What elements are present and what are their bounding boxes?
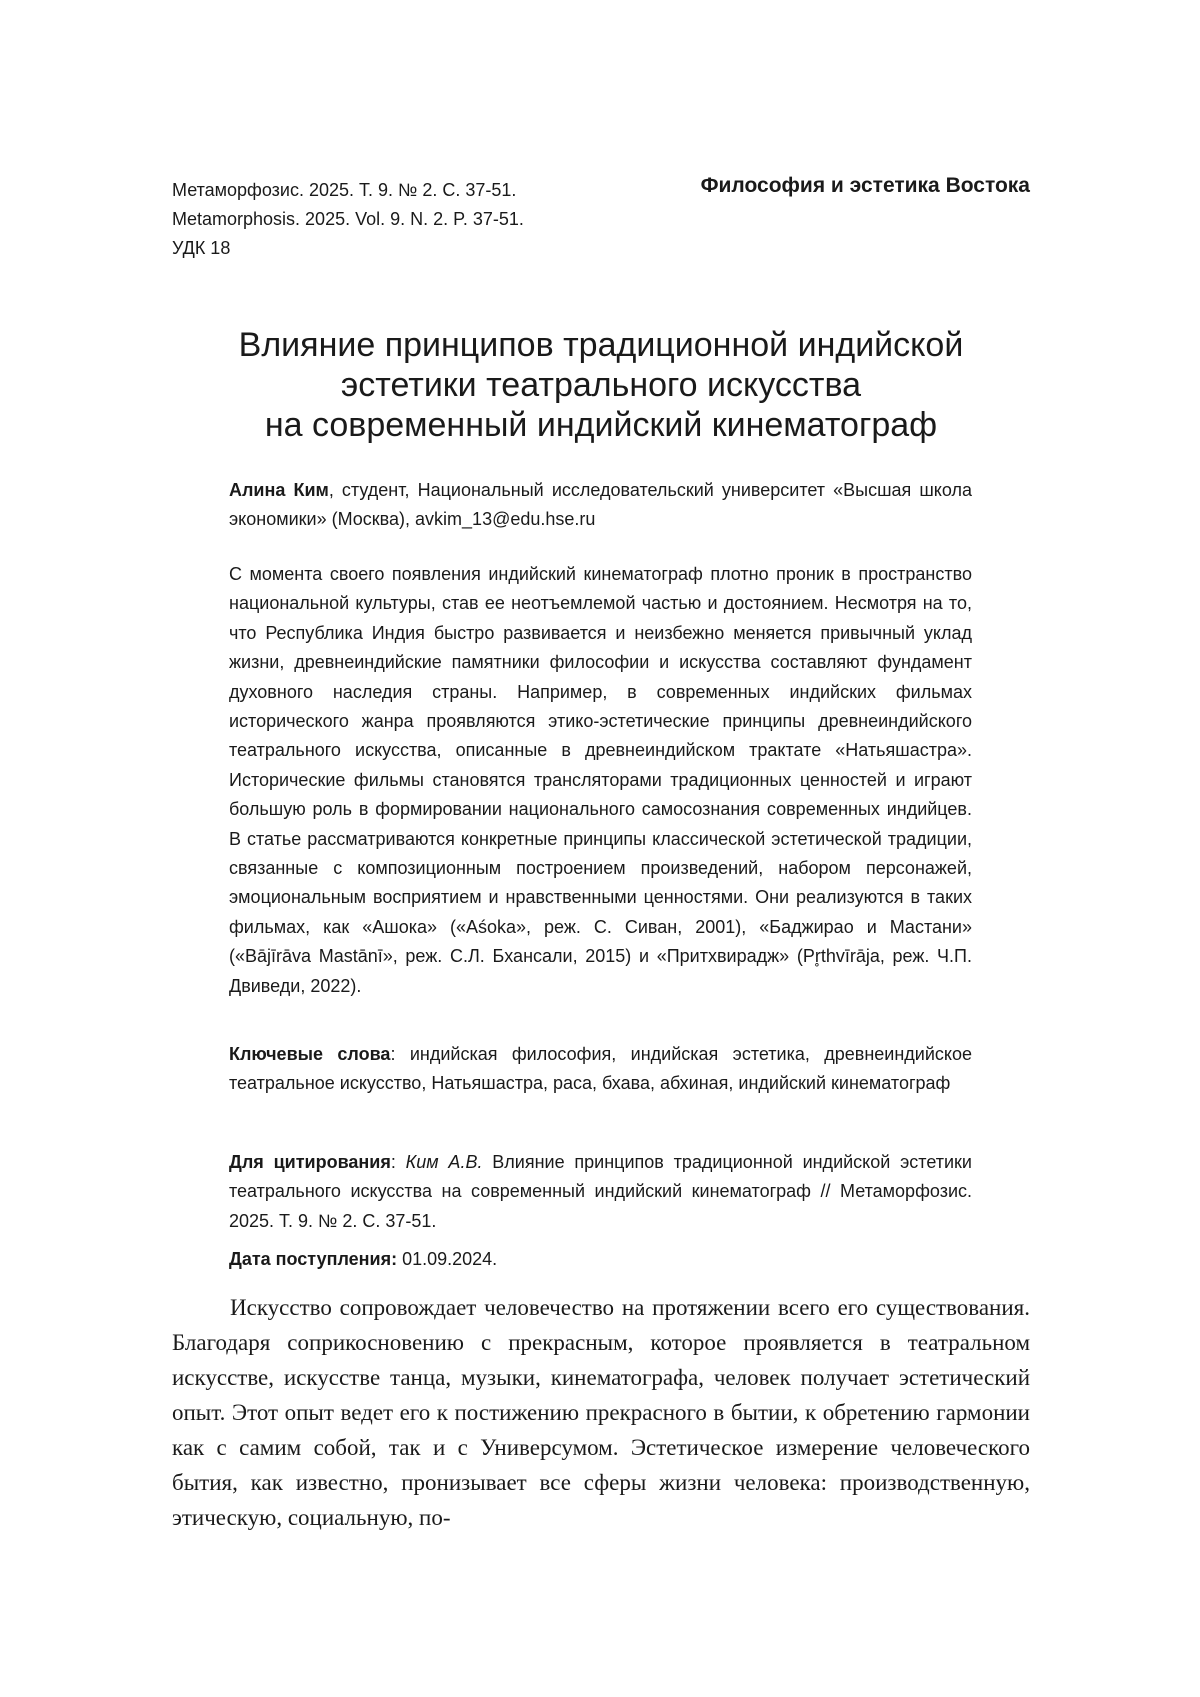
section-heading: Философия и эстетика Востока (701, 174, 1030, 198)
received-value: 01.09.2024. (397, 1249, 497, 1269)
keywords-label: Ключевые слова (229, 1044, 390, 1064)
keywords-text: : индийская философия, индийская эстетика, древнеиндийское театральное искусство, Натьяшастра, раса, бхава, абхиная, индийский кинематограф (229, 1044, 972, 1093)
author-name: Алина Ким (229, 480, 329, 500)
citation-author: Ким А.В. (406, 1152, 483, 1172)
article-title (172, 325, 1030, 445)
author-info (229, 476, 972, 535)
body-paragraph: Искусство сопровождает человечество на протяжении всего его существования. Благодаря соприкосновению с прекрасным, которое проявляется в театральном искусстве, искусстве танца, музыки, кинематографа, человек получает эстетический опыт. Этот опыт ведет его к постижению прекрасного в бытии, к обретению гармонии как с самим собой, так и с Универсумом. Эстетическое измерение человеческого бытия, как известно, пронизывает все сферы жизни человека: производственную, этическую, социальную, по- (172, 1290, 1030, 1535)
received-label: Дата поступления: (229, 1249, 397, 1269)
document-page (0, 0, 1200, 1697)
journal-reference (172, 176, 524, 263)
citation-text: Влияние принципов традиционной индийской эстетики театрального искусства на современный индийский кинематограф // Метаморфозис. 2025. Т. 9. № 2. С. 37-51. (229, 1152, 972, 1231)
abstract: С момента своего появления индийский кинематограф плотно проник в пространство национальной культуры, став ее неотъемлемой частью и достоянием. Несмотря на то, что Республика Индия быстро развивается и неизбежно меняется привычный уклад жизни, древнеиндийские памятники философии и искусства составляют фундамент духовного наследия страны. Например, в современных индийских фильмах исторического жанра проявляются этико-эстетические принципы древнеиндийского театрального искусства, описанные в древнеиндийском трактате «Натьяшастра». Исторические фильмы становятся трансляторами традиционных ценностей и играют большую роль в формировании национального самосознания современных индийцев. В статье рассматриваются конкретные принципы классической эстетической традиции, связанные с композиционным построением произведений, набором персонажей, эмоциональным восприятием и нравственными ценностями. Они реализуются в таких фильмах, как «Ашока» («Aśoka», реж. С. Сиван, 2001), «Баджирао и Мастани» («Bājīrāva Mastānī», реж. С.Л. Бхансали, 2015) и «Притхвирадж» (Pr̥thvīrāja, реж. Ч.П. Двиведи, 2022). (229, 560, 972, 1001)
received-date (229, 1245, 972, 1274)
title-line-3: на современный индийский кинематограф (172, 405, 1030, 445)
title-line-1: Влияние принципов традиционной индийской (172, 325, 1030, 365)
udk-code: УДК 18 (172, 234, 524, 263)
journal-citation-ru: Метаморфозис. 2025. Т. 9. № 2. С. 37-51. (172, 176, 524, 205)
journal-citation-en: Metamorphosis. 2025. Vol. 9. N. 2. P. 37-51. (172, 205, 524, 234)
citation-label: Для цитирования (229, 1152, 391, 1172)
title-line-2: эстетики театрального искусства (172, 365, 1030, 405)
citation: Для цитирования: Ким А.В. Влияние принципов традиционной индийской эстетики театрального искусства на современный индийский кинематограф // Метаморфозис. 2025. Т. 9. № 2. С. 37-51. (229, 1148, 972, 1236)
keywords (229, 1040, 972, 1099)
author-details: , студент, Национальный исследовательский университет «Высшая школа экономики» (Москва), avkim_13@edu.hse.ru (229, 480, 972, 529)
